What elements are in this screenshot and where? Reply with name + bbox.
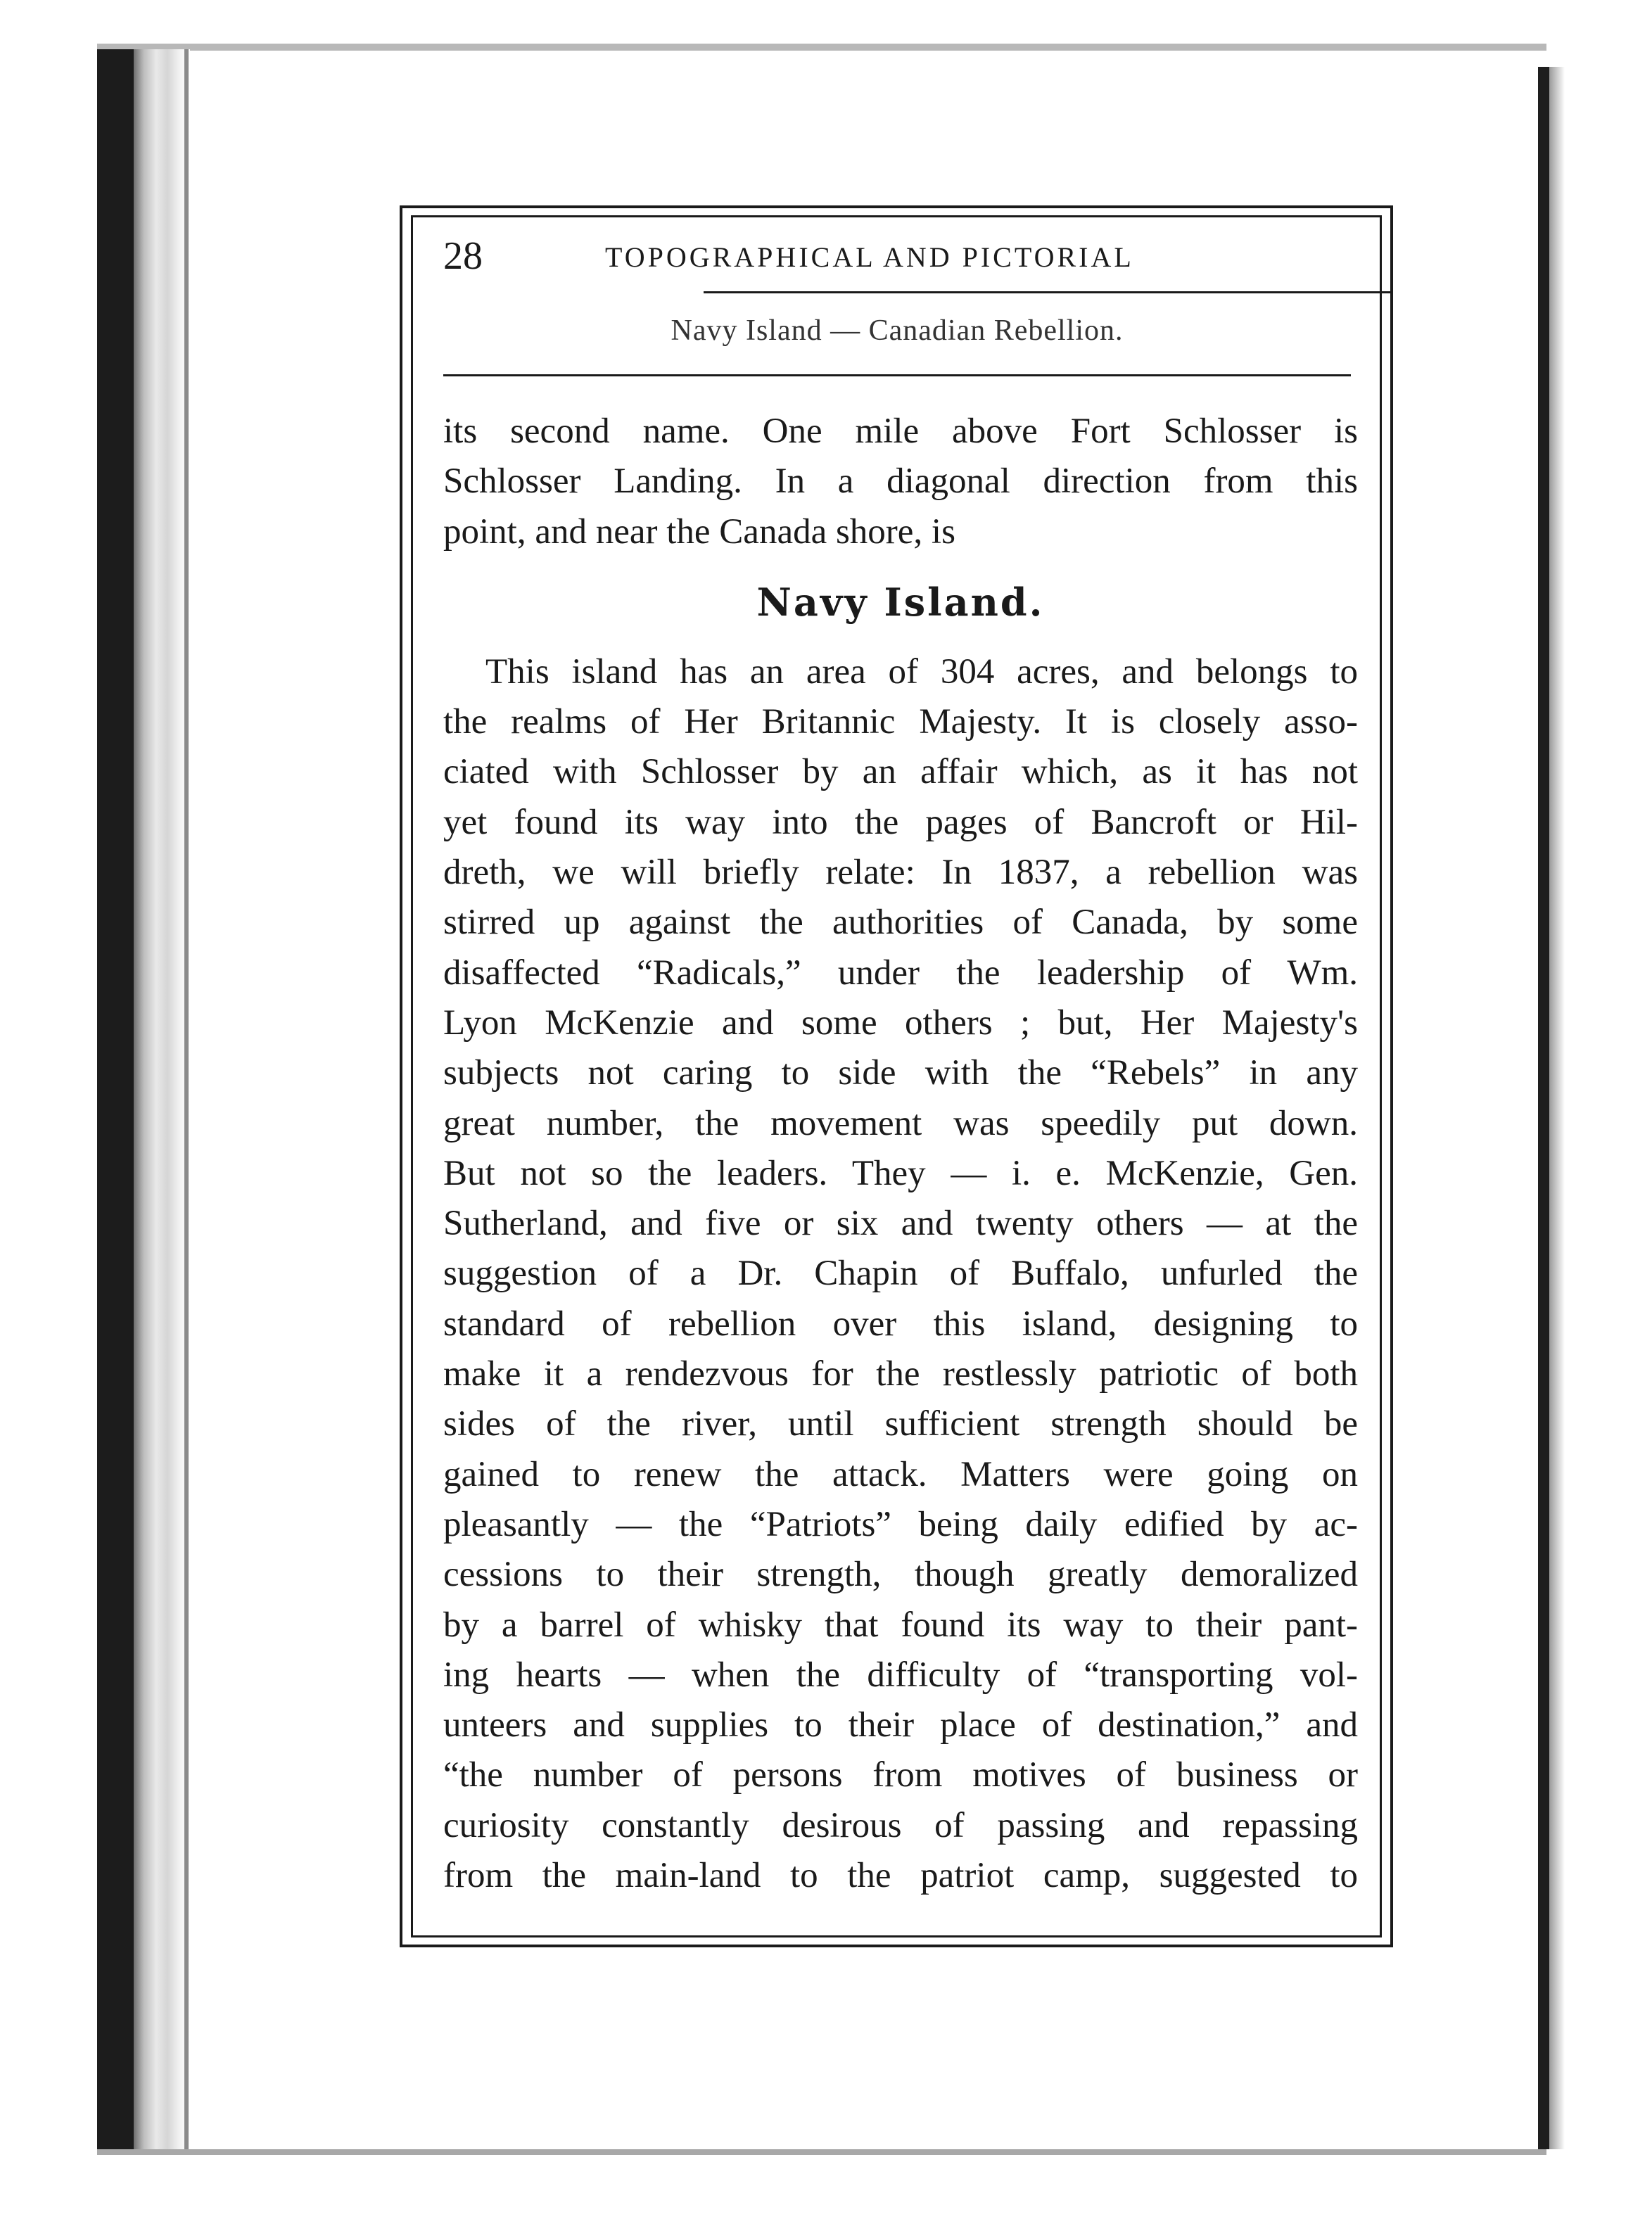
text-line: from the main-land to the patriot camp, suggested to — [443, 1856, 1358, 1896]
section-heading: Navy Island. — [756, 579, 1045, 625]
text-line: But not so the leaders. They — i. e. McKenzie, Gen. — [443, 1153, 1358, 1193]
text-line: gained to renew the attack. Matters were going on — [443, 1454, 1358, 1494]
section-subhead: Navy Island — Canadian Rebellion. — [671, 314, 1124, 347]
text-line: “the number of persons from motives of business or — [443, 1755, 1358, 1795]
book-binding-shadow — [97, 49, 134, 2153]
text-line: ciated with Schlosser by an affair which, as it has not — [443, 752, 1358, 792]
page-number: 28 — [443, 234, 483, 278]
book-page-edges — [134, 49, 190, 2153]
running-title: TOPOGRAPHICAL AND PICTORIAL — [605, 241, 1134, 273]
text-line: ing hearts — when the difficulty of “transporting vol- — [443, 1655, 1358, 1695]
text-line: sides of the river, until sufficient strength should be — [443, 1404, 1358, 1444]
page-top-edge — [97, 44, 1546, 51]
text-line: its second name. One mile above Fort Schlosser is — [443, 412, 1358, 451]
page-header — [443, 231, 1351, 287]
facing-page-shadow — [1549, 67, 1565, 2149]
text-line: great number, the movement was speedily put down. — [443, 1103, 1358, 1143]
page-bottom-edge — [97, 2149, 1546, 2155]
text-line: curiosity constantly desirous of passing and repassing — [443, 1805, 1358, 1845]
text-line: cessions to their strength, though greatly demoralized — [443, 1555, 1358, 1595]
text-line: subjects not caring to side with the “Rebels” in any — [443, 1053, 1358, 1093]
text-line: the realms of Her Britannic Majesty. It is closely asso- — [443, 702, 1358, 742]
page-gutter-line — [184, 49, 189, 2153]
subhead-rule — [443, 374, 1351, 376]
text-line: Schlosser Landing. In a diagonal direction from this — [443, 462, 1358, 502]
facing-page-edge — [1538, 67, 1549, 2149]
text-line: by a barrel of whisky that found its way to their pant- — [443, 1605, 1358, 1645]
text-line: disaffected “Radicals,” under the leadership of Wm. — [443, 953, 1358, 993]
text-line: Lyon McKenzie and some others ; but, Her Majesty's — [443, 1003, 1358, 1043]
text-line: This island has an area of 304 acres, and belongs to — [485, 651, 1358, 692]
header-rule — [704, 291, 1393, 293]
text-line: Sutherland, and five or six and twenty others — at the — [443, 1204, 1358, 1244]
body-text — [443, 407, 1358, 1901]
text-line: yet found its way into the pages of Bancroft or Hil- — [443, 802, 1358, 842]
text-line: make it a rendezvous for the restlessly patriotic of both — [443, 1354, 1358, 1394]
text-line: suggestion of a Dr. Chapin of Buffalo, unfurled the — [443, 1254, 1358, 1294]
text-line: point, and near the Canada shore, is — [443, 511, 955, 552]
text-line: dreth, we will briefly relate: In 1837, a rebellion was — [443, 853, 1358, 893]
text-line: pleasantly — the “Patriots” being daily edified by ac- — [443, 1504, 1358, 1544]
text-line: stirred up against the authorities of Canada, by some — [443, 903, 1358, 943]
text-line: unteers and supplies to their place of destination,” and — [443, 1705, 1358, 1745]
text-line: standard of rebellion over this island, designing to — [443, 1304, 1358, 1344]
